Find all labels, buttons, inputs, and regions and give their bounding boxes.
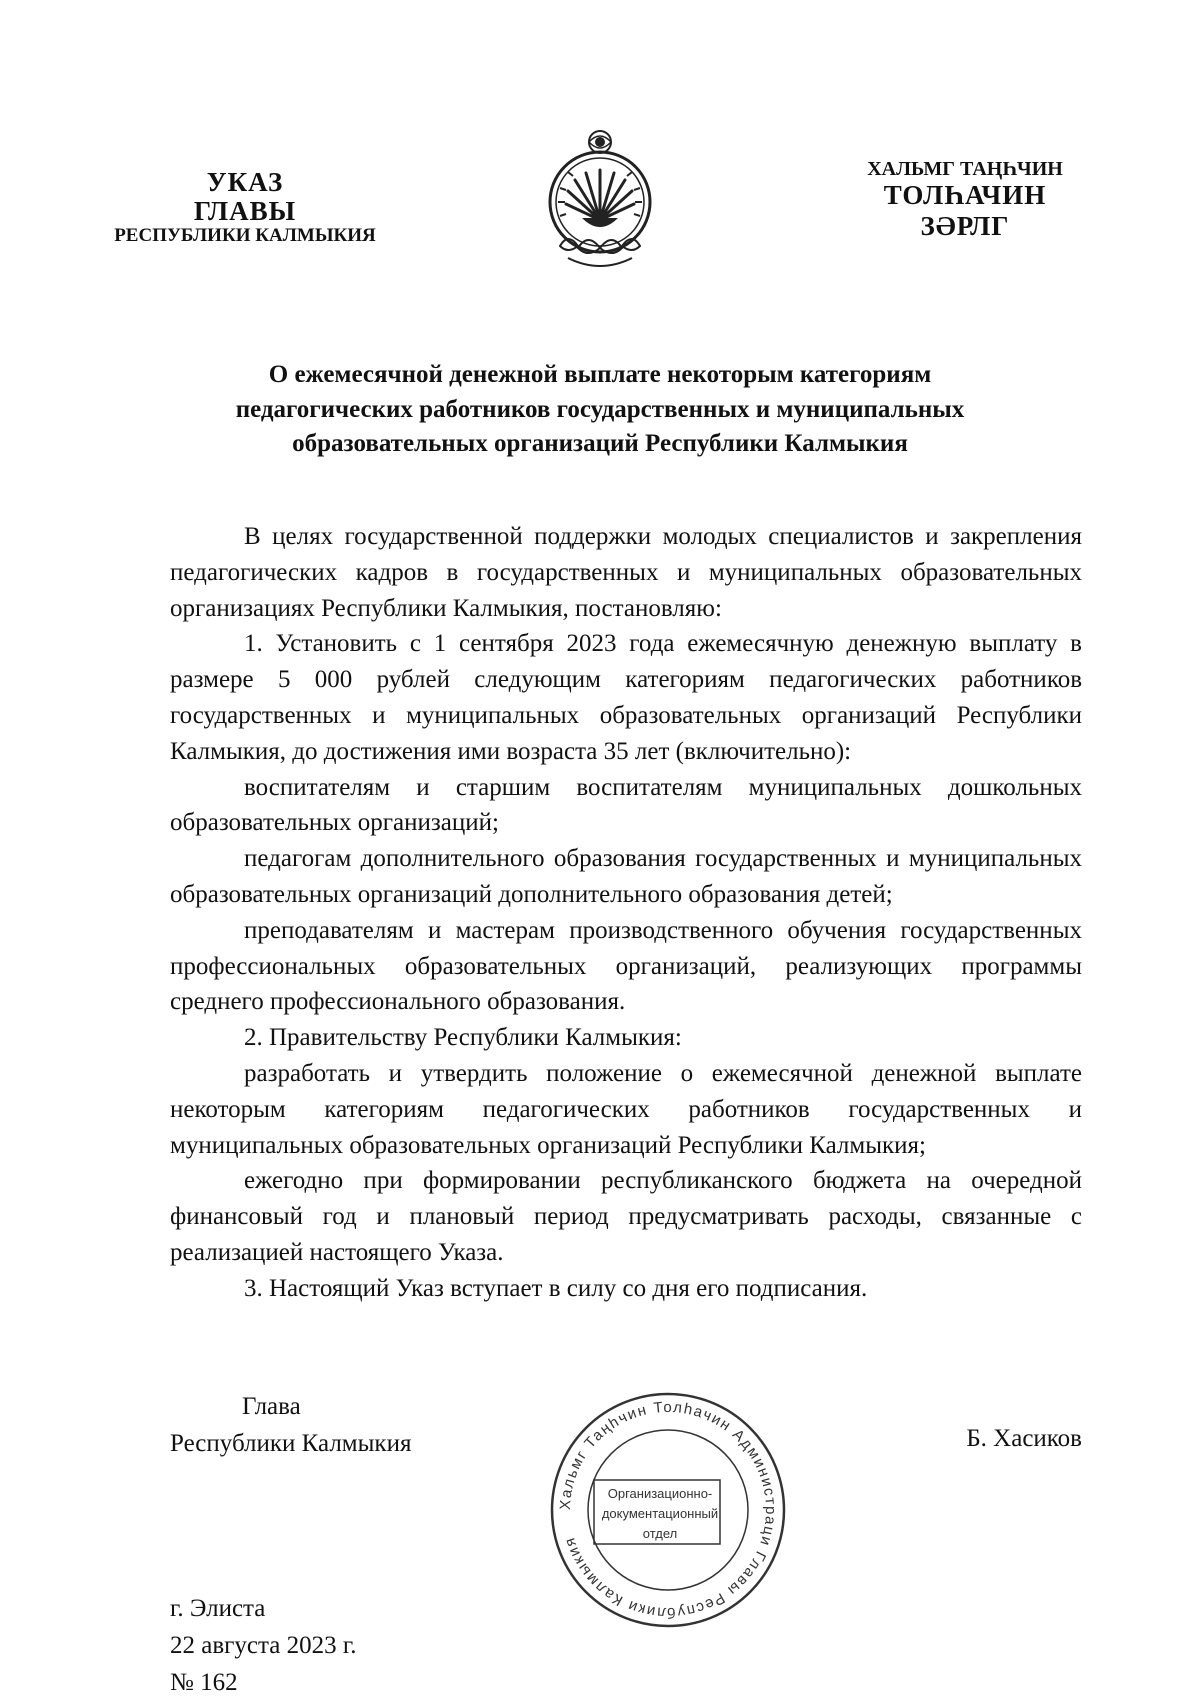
title-line: педагогических работников государственных и муниципальных (235, 395, 965, 423)
coat-of-arms-icon (538, 128, 662, 278)
paragraph-item-3: 3. Настоящий Указ вступает в силу со дня его подписания. (244, 1274, 868, 1302)
paragraph-item-1: 1. Установить с 1 сентября 2023 года ежемесячную денежную выплату в размере 5 000 рублей следующим категориям педагогических работников государственных и муниципальных образовательных организаций Республики Калмыкия, до достижения ими возраста 35 лет (включительно): (170, 630, 1082, 765)
paragraph-category-instructors: преподавателям и мастерам производственного обучения государственных профессиональных образовательных организаций, реализующих программы среднего профессионального образования. (170, 916, 1082, 1016)
paragraph-task-budget: ежегодно при формировании республиканского бюджета на очередной финансовый год и плановый период предусматривать расходы, связанные с реализацией настоящего Указа. (170, 1167, 1082, 1266)
footer-number: № 162 (170, 1669, 238, 1696)
stamp-inner-line2: документационный (601, 1506, 719, 1521)
footer-date: 22 августа 2023 г. (170, 1632, 357, 1659)
signatory-name: Б. Хасиков (966, 1425, 1082, 1452)
decree-header-ru (90, 168, 400, 247)
header-kalmyk-line1: ХАЛЬМГ ТАҢҺЧИН (867, 158, 1063, 180)
title-line: О ежемесячной денежной выплате некоторым категориям (268, 361, 932, 388)
paragraph-category-educators: воспитателям и старшим воспитателям муниципальных дошкольных образовательных организаций; (170, 773, 1082, 837)
paragraph-item-2: 2. Правительству Республики Калмыкия: (244, 1024, 682, 1052)
header-kalmyk-line3: ЗӘРЛГ (920, 210, 1010, 241)
signatory-position: Глава (242, 1393, 301, 1420)
document-body (170, 519, 1082, 1307)
paragraph-task-regulation: разработать и утвердить положение о ежемесячной денежной выплате некоторым категориям педагогических работников государственных и муниципальных образовательных организаций Республики Калмыкия; (170, 1059, 1082, 1159)
header-republic: РЕСПУБЛИКИ КАЛМЫКИЯ (114, 225, 376, 247)
stamp-inner-line1: Организационно- (607, 1486, 713, 1501)
signatory-title (170, 1388, 411, 1462)
document-title (160, 358, 1040, 462)
title-line: образовательных организаций Республики Калмыкия (292, 430, 908, 457)
header-kalmyk-line2: ТОЛҺАЧИН (883, 180, 1047, 211)
signatory-republic: Республики Калмыкия (170, 1430, 412, 1457)
stamp-inner-line3: отдел (642, 1526, 678, 1541)
paragraph-category-teachers-additional: педагогам дополнительного образования государственных и муниципальных образовательных организаций дополнительного образования детей; (170, 845, 1082, 908)
official-stamp-icon (548, 1390, 788, 1630)
header-decree-word: УКАЗ (206, 167, 284, 197)
footer-city: г. Элиста (170, 1595, 266, 1622)
decree-header-kalmyk (840, 158, 1090, 241)
header-head-word: ГЛАВЫ (193, 196, 297, 227)
document-footer (170, 1590, 357, 1701)
stamp-outer-text: Хальмг Таңһчин Толһачин Администраци Главы Республики Калмыкия (556, 1398, 780, 1622)
paragraph-preamble: В целях государственной поддержки молодых специалистов и закрепления педагогических кадров в государственных и муниципальных образовательных организациях Республики Калмыкия, постановляю: (170, 523, 1082, 622)
